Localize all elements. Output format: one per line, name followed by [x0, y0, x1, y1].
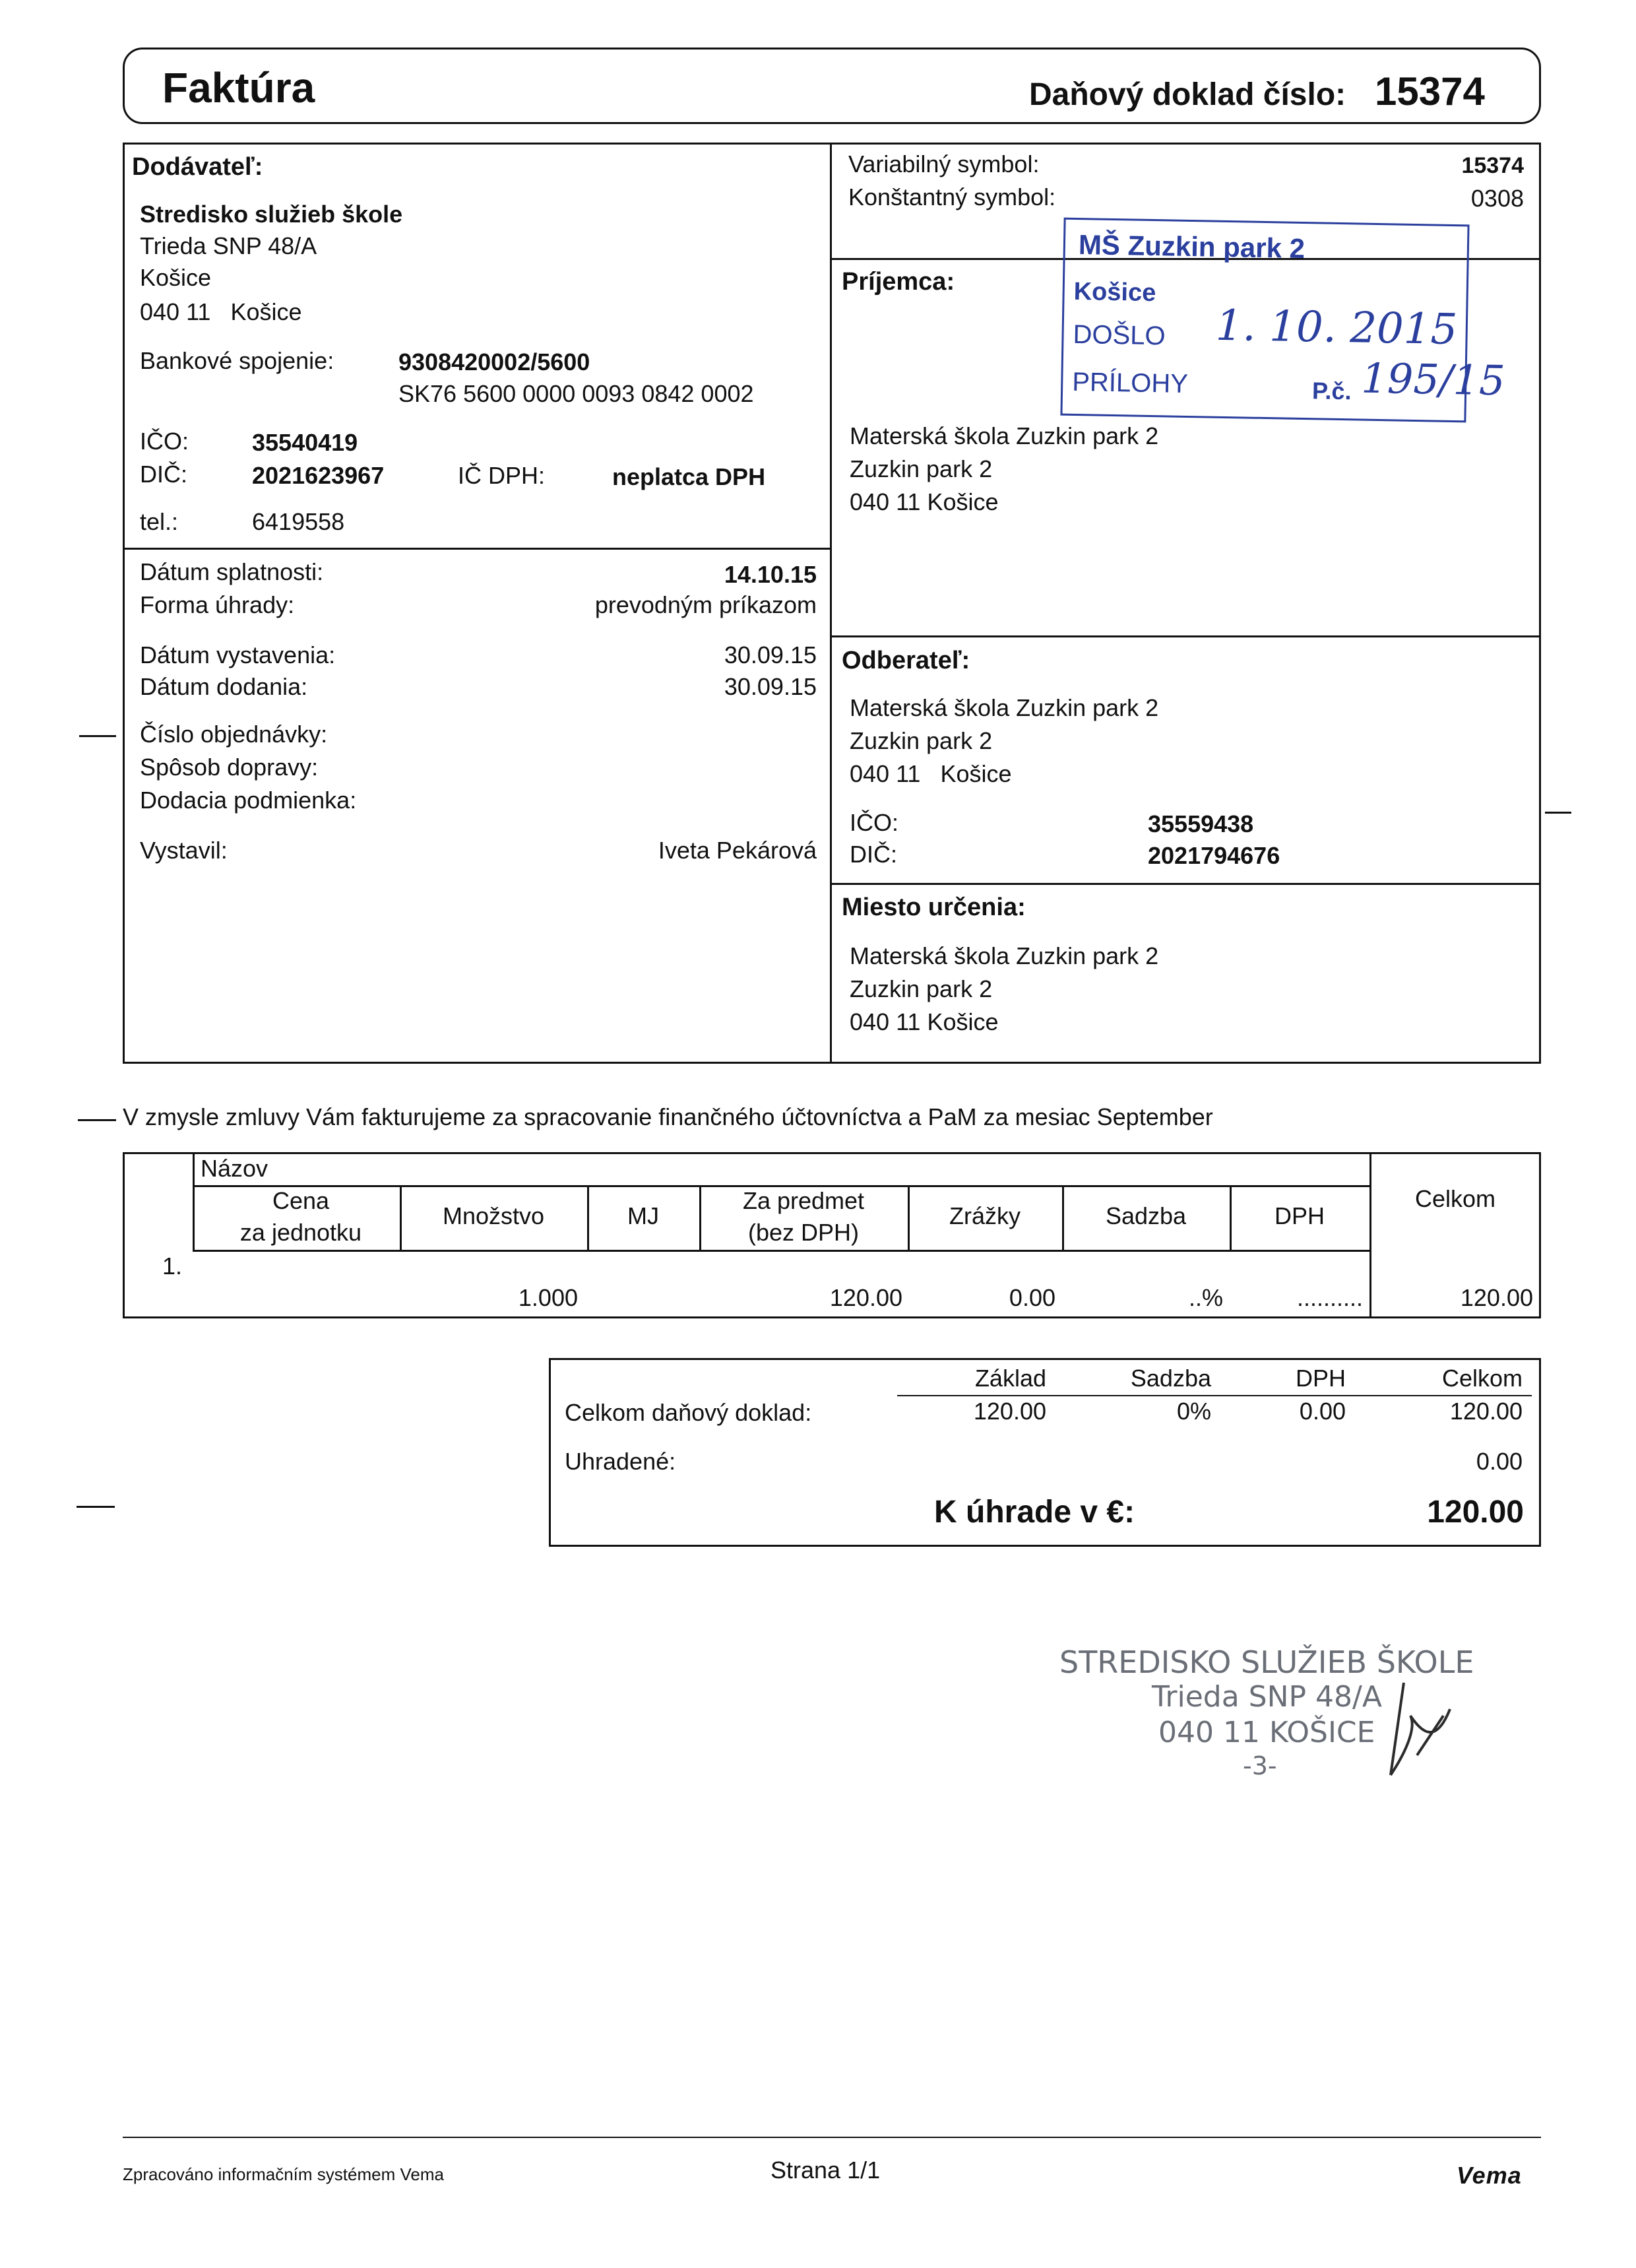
stamp-attachments-label: PRÍLOHY — [1071, 367, 1189, 399]
invoice-intro-text: V zmysle zmluvy Vám fakturujeme za spracovanie finančného účtovníctva a PaM za mesiac September — [123, 1103, 1213, 1130]
supplier-zip-city: 040 11 Košice — [140, 298, 302, 325]
items-header-discount: Zrážky — [949, 1202, 1021, 1229]
supplier-bank-account: 9308420002/5600 — [398, 348, 590, 375]
footer-page-number: Strana 1/1 — [771, 2156, 881, 2184]
supplier-city: Košice — [140, 264, 212, 291]
item-total: 120.00 — [1460, 1284, 1533, 1311]
issue-date-value: 30.09.15 — [724, 641, 817, 668]
payment-form-value: prevodným príkazom — [594, 591, 817, 618]
supplier-dic-label: DIČ: — [140, 461, 187, 488]
received-stamp — [1060, 218, 1506, 423]
items-header-qty: Množstvo — [442, 1202, 545, 1229]
items-header-unit-price-line1: Cena — [272, 1187, 330, 1214]
company-stamp-line3: 040 11 KOŠICE — [1158, 1716, 1375, 1749]
item-rate: ..% — [1188, 1284, 1223, 1311]
footer-processed-by: Zpracováno informačním systémem Vema — [123, 2164, 444, 2184]
margin-mark — [1545, 812, 1571, 814]
customer-line2: Zuzkin park 2 — [850, 727, 993, 754]
vema-logo: Vema — [1457, 2162, 1522, 2189]
item-qty: 1.000 — [518, 1284, 578, 1311]
items-header-subject-line2: (bez DPH) — [747, 1219, 860, 1246]
customer-line3: 040 11 Košice — [850, 760, 1012, 787]
variable-symbol-label: Variabilný symbol: — [848, 150, 1040, 178]
stamp-received-date: 1. 10. 2015 — [1215, 301, 1458, 355]
amount-due-value: 120.00 — [1427, 1495, 1524, 1530]
grid-divider-supplier — [123, 548, 831, 550]
issuer-label: Vystavil: — [140, 837, 228, 864]
delivery-date-value: 30.09.15 — [724, 673, 817, 700]
supplier-icdph-label: IČ DPH: — [458, 462, 546, 489]
supplier-iban: SK76 5600 0000 0093 0842 0002 — [398, 380, 754, 407]
summary-base: 120.00 — [973, 1398, 1046, 1425]
order-number-label: Číslo objednávky: — [140, 721, 328, 748]
margin-mark — [79, 735, 116, 737]
signature-icon — [1377, 1676, 1470, 1782]
supplier-street: Trieda SNP 48/A — [140, 232, 317, 259]
recipient-heading: Príjemca: — [842, 268, 955, 296]
margin-mark — [78, 1119, 116, 1121]
grid-divider-vertical — [830, 143, 832, 1064]
items-header-rate: Sadzba — [1105, 1202, 1187, 1229]
customer-dic: 2021794676 — [1148, 842, 1280, 869]
items-header-subject — [699, 1185, 908, 1248]
item-subject: 120.00 — [829, 1284, 902, 1311]
supplier-ico-label: IČO: — [140, 428, 189, 455]
item-discount: 0.00 — [1009, 1284, 1055, 1311]
page-title: Faktúra — [162, 64, 315, 112]
supplier-name: Stredisko služieb škole — [140, 201, 403, 228]
summary-total: 120.00 — [1449, 1398, 1523, 1425]
items-header-vat: DPH — [1274, 1202, 1325, 1229]
company-stamp-line2: Trieda SNP 48/A — [1152, 1680, 1382, 1714]
destination-line3: 040 11 Košice — [850, 1008, 999, 1035]
summary-header-underline — [897, 1395, 1532, 1396]
customer-heading: Odberateľ: — [842, 647, 970, 674]
stamp-number-label: P.č. — [1311, 377, 1352, 405]
customer-ico-label: IČO: — [850, 809, 899, 836]
footer-rule — [123, 2137, 1541, 2138]
supplier-ico: 35540419 — [252, 429, 358, 456]
item-index: 1. — [162, 1252, 183, 1280]
item-vat: .......... — [1296, 1284, 1363, 1311]
stamp-received-label: DOŠLO — [1073, 319, 1166, 351]
summary-rate: 0% — [1176, 1398, 1211, 1425]
issue-date-label: Dátum vystavenia: — [140, 641, 336, 668]
supplier-icdph: neplatca DPH — [612, 463, 766, 490]
constant-symbol-label: Konštantný symbol: — [848, 183, 1056, 211]
stamp-line1: MŠ Zuzkin park 2 — [1078, 229, 1306, 265]
summary-paid-label: Uhradené: — [565, 1448, 676, 1475]
issuer-value: Iveta Pekárová — [658, 837, 817, 864]
summary-total-label: Celkom daňový doklad: — [565, 1399, 812, 1426]
supplier-tel: 6419558 — [252, 508, 345, 535]
items-header-mj: MJ — [627, 1202, 659, 1229]
recipient-line2: Zuzkin park 2 — [850, 455, 993, 482]
stamp-line2: Košice — [1073, 277, 1156, 308]
amount-due-label: K úhrade v €: — [934, 1495, 1135, 1530]
items-header-underline — [193, 1250, 1371, 1252]
company-stamp-line4: -3- — [1243, 1751, 1277, 1780]
items-header-unit-price-line2: za jednotku — [239, 1219, 362, 1246]
grid-divider-recipient — [830, 635, 1541, 637]
items-header-total: Celkom — [1414, 1185, 1496, 1212]
items-header-name: Názov — [201, 1155, 268, 1182]
items-header-unit-price — [202, 1185, 400, 1248]
recipient-line3: 040 11 Košice — [850, 488, 999, 515]
margin-mark — [77, 1506, 115, 1508]
supplier-bank-label: Bankové spojenie: — [140, 347, 334, 374]
summary-header-base: Základ — [974, 1365, 1046, 1392]
destination-line1: Materská škola Zuzkin park 2 — [850, 942, 1159, 969]
recipient-line1: Materská škola Zuzkin park 2 — [850, 422, 1159, 449]
summary-paid-value: 0.00 — [1476, 1448, 1523, 1475]
due-date-value: 14.10.15 — [724, 561, 817, 588]
items-header-subject-line1: Za predmet — [742, 1187, 865, 1214]
company-stamp-line1: STREDISKO SLUŽIEB ŠKOLE — [1059, 1644, 1474, 1680]
delivery-date-label: Dátum dodania: — [140, 673, 308, 700]
customer-dic-label: DIČ: — [850, 841, 897, 868]
grid-divider-customer — [830, 883, 1541, 885]
items-col-line — [193, 1152, 195, 1250]
delivery-condition-label: Dodacia podmienka: — [140, 787, 357, 814]
constant-symbol-value: 0308 — [1470, 185, 1524, 212]
summary-vat: 0.00 — [1299, 1398, 1346, 1425]
customer-ico: 35559438 — [1148, 810, 1254, 837]
supplier-heading: Dodávateľ: — [132, 153, 263, 181]
summary-header-total: Celkom — [1441, 1365, 1523, 1392]
stamp-number: 195/15 — [1360, 354, 1506, 405]
variable-symbol-value: 15374 — [1461, 153, 1524, 178]
tax-document-label: Daňový doklad číslo: — [1029, 77, 1346, 112]
supplier-tel-label: tel.: — [140, 508, 179, 535]
summary-header-rate: Sadzba — [1130, 1365, 1211, 1392]
summary-header-vat: DPH — [1295, 1365, 1346, 1392]
supplier-dic: 2021623967 — [252, 462, 385, 489]
destination-line2: Zuzkin park 2 — [850, 975, 993, 1002]
due-date-label: Dátum splatnosti: — [140, 558, 324, 585]
customer-line1: Materská škola Zuzkin park 2 — [850, 694, 1159, 721]
payment-form-label: Forma úhrady: — [140, 591, 295, 618]
tax-document-number: 15374 — [1375, 69, 1485, 113]
transport-label: Spôsob dopravy: — [140, 754, 319, 781]
destination-heading: Miesto určenia: — [842, 893, 1026, 921]
